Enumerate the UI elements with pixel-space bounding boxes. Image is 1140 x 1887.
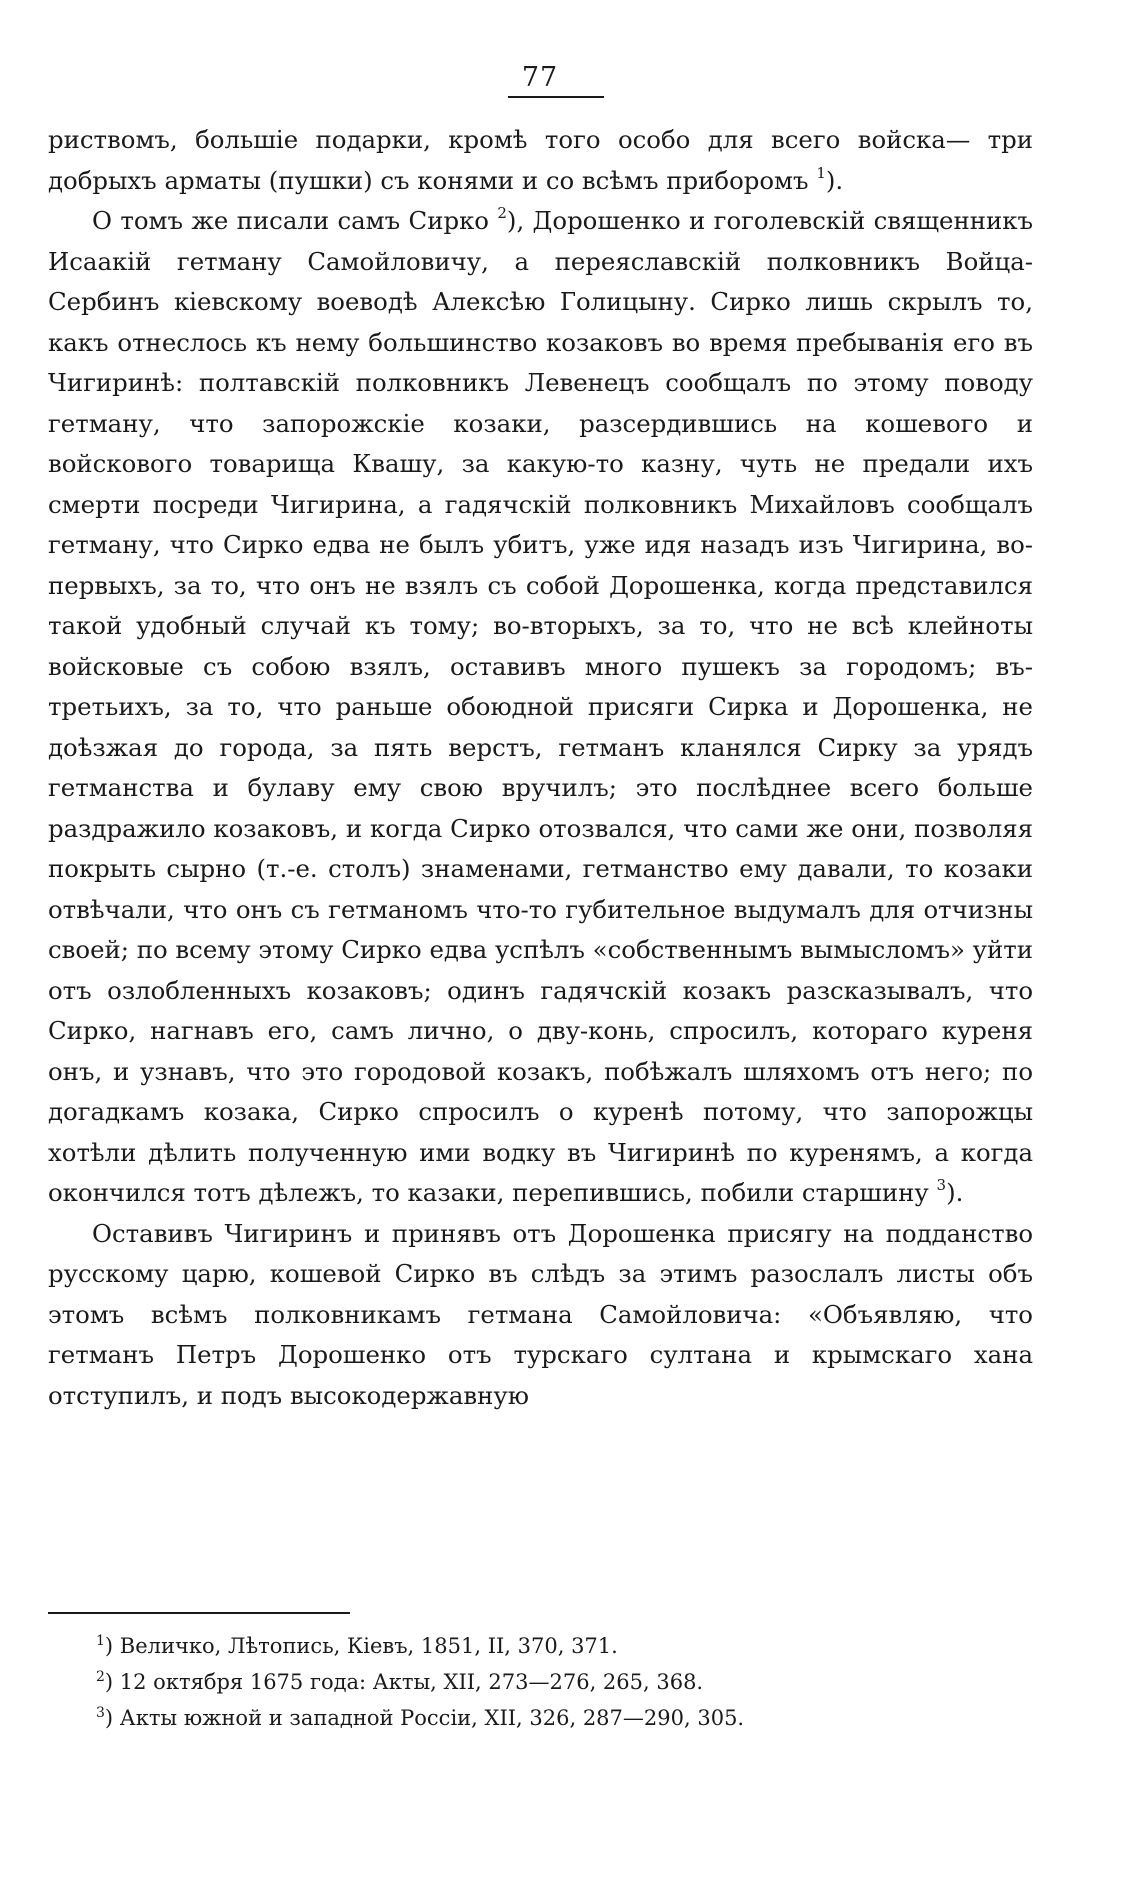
paragraph-3 [48,1214,1033,1417]
main-text [48,120,1033,1416]
footnote-1 [96,1628,996,1664]
footnote-2-mark: 2 [96,1669,105,1685]
footnote-3 [96,1700,996,1736]
footnote-ref-1: 1 [816,163,826,182]
paragraph-2-start: О томъ же писали самъ Сирко [92,206,498,235]
paragraph-2 [48,201,1033,1214]
footnote-separator [48,1612,350,1614]
footnote-2-text: ) 12 октября 1675 года: Акты, XII, 273—276, 265, 368. [104,1670,704,1694]
paragraph-1-text: риствомъ, большіе подарки, кромѣ того особо для всего войска— три добрыхъ арматы (пушки) съ конями и со всѣмъ приборомъ [48,125,1033,195]
footnotes [96,1628,996,1736]
paragraph-3-text: Оставивъ Чигиринъ и принявъ отъ Дорошенка присягу на подданство русскому царю, кошевой Сирко въ слѣдъ за этимъ разослалъ листы объ этомъ всѣмъ полковникамъ гетмана Самойловича: «Объявляю, что гетманъ Петръ Дорошенко отъ турскаго султана и крымскаго хана отступилъ, и подъ высокодержавную [48,1218,1033,1410]
paragraph-1-end: ). [825,165,844,195]
paragraph-1 [48,120,1033,201]
paragraph-2-end: ). [946,1178,964,1207]
paragraph-2-text: ), Дорошенко и гоголевскій священникъ Исаакій гетману Самойловичу, а переяславскій полковникъ Войца-Сербинъ кіевскому воеводѣ Алексѣю Голицыну. Сирко лишь скрылъ то, какъ отнеслось къ нему большинство козаковъ во время пребыванія его въ Чигиринѣ: полтавскій полковникъ Левенецъ сообщалъ по этому поводу гетману, что запорожскіе козаки, разсердившись на кошевого и войскового товарища Квашу, за какую-то казну, чуть не предали ихъ смерти посреди Чигирина, а гадячскій полковникъ Михайловъ сообщалъ гетману, что Сирко едва не былъ убитъ, уже идя назадъ изъ Чигирина, во-первыхъ, за то, что онъ не взялъ съ собой Дорошенка, когда представился такой удобный случай къ тому; во-вторыхъ, за то, что не всѣ клейноты войсковые съ собою взялъ, оставивъ много пушекъ за городомъ; въ-третьихъ, за то, что раньше обоюдной присяги Сирка и Дорошенка, не доѣзжая до города, за пять верстъ, гетманъ кланялся Сирку за урядъ гетманства и булаву ему свою вручилъ; это послѣднее всего больше раздражило козаковъ, и когда Сирко отозвался, что сами же они, позволяя покрыть сырно (т.-е. столъ) знаменами, гетманство ему давали, то козаки отвѣчали, что онъ съ гетманомъ что-то губительное выдумалъ для отчизны своей; по всему этому Сирко едва успѣлъ «собственнымъ вымысломъ» уйти отъ озлобленныхъ козаковъ; одинъ гадячскій козакъ разсказывалъ, что Сирко, нагнавъ его, самъ лично, о дву-конь, спросилъ, котораго куреня онъ, и узнавъ, что это городовой козакъ, побѣжалъ шляхомъ отъ него; по догадкамъ козака, Сирко спросилъ о куренѣ потому, что запорожцы хотѣли дѣлить полученную ими водку въ Чигиринѣ по куренямъ, а когда окончился тотъ дѣлежъ, то казаки, перепившись, побили старшину [48,206,1034,1207]
footnote-2 [96,1664,996,1700]
page-number: 77 [521,62,559,93]
footnote-ref-3: 3 [936,1176,947,1194]
footnote-1-text: ) Величко, Лѣтопись, Кіевъ, 1851, II, 370, 371. [104,1634,618,1658]
footnote-ref-2: 2 [497,204,507,222]
footnote-3-text: ) Акты южной и западной Россіи, XII, 326, 287—290, 305. [104,1706,745,1730]
page-number-rule [508,96,604,98]
footnote-1-mark: 1 [96,1633,105,1649]
footnote-3-mark: 3 [96,1705,105,1721]
